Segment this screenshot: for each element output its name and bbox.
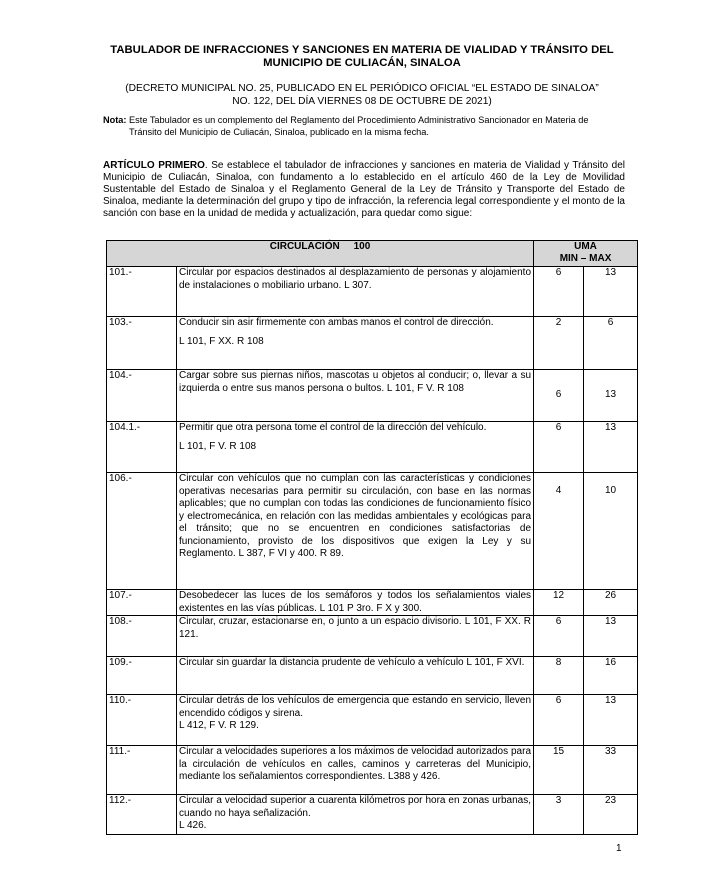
infraction-description-cell [177,795,534,835]
infraction-code: 110.- [107,695,177,746]
uma-max: 13 [584,267,638,317]
legal-reference: L 412, F V. R 129. [179,720,259,731]
infraction-description: Circular por espacios destinados al desplazamiento de personas y alojamiento de instalaciones o mobiliario urbano. L 307. [179,267,532,291]
uma-max: 13 [584,616,638,657]
infraction-description: Permitir que otra persona tome el control de la dirección del vehículo. [179,422,487,433]
uma-min: 3 [534,795,584,835]
uma-min: 6 [534,616,584,657]
legal-reference: L 101, F V. R 108 [179,440,257,452]
infraction-description: Desobedecer las luces de los semáforos y todos los señalamientos viales existentes en las vías públicas. L 101 P 3ro. F X y 300. [179,590,532,614]
title-line-2: MUNICIPIO DE CULIACÁN, SINALOA [263,57,461,69]
subtitle-line-2: NO. 122, DEL DÍA VIERNES 08 DE OCTUBRE DE 2021) [232,96,492,107]
uma-label: UMA [574,241,597,252]
note-line-2: Tránsito del Municipio de Culiacán, Sinaloa, publicado en la misma fecha. [129,127,429,137]
uma-min: 6 [534,422,584,473]
infraction-description-cell [177,422,534,473]
table-row [107,422,638,473]
article-paragraph [103,160,625,220]
infraction-code: 111.- [107,746,177,795]
infraction-description-cell [177,616,534,657]
uma-max: 10 [584,473,638,590]
infraction-code: 112.- [107,795,177,835]
infraction-code: 107.- [107,590,177,616]
table-row [107,657,638,695]
subtitle-line-1: (DECRETO MUNICIPAL NO. 25, PUBLICADO EN EL PERIÓDICO OFICIAL “EL ESTADO DE SINALOA” [125,83,599,94]
uma-min: 6 [534,267,584,317]
note-line-1: Este Tabulador es un complemento del Reglamento del Procedimiento Administrativo Sancionador en Materia de [129,115,589,125]
uma-max: 23 [584,795,638,835]
infraction-description-cell [177,590,534,616]
table-row [107,746,638,795]
uma-max: 13 [584,422,638,473]
section-header: CIRCULACIÓN 100 [107,241,534,267]
uma-header [534,241,638,267]
infraction-description-cell [177,473,534,590]
article-label: ARTÍCULO PRIMERO [103,160,205,171]
uma-max: 13 [584,695,638,746]
infraction-description: Cargar sobre sus piernas niños, mascotas u objetos al conducir; o, llevar a su izquierda o entre sus manos persona o bultos. L 101, F V. R 108 [179,370,532,394]
note-label: Nota: [103,115,127,125]
infraction-code: 108.- [107,616,177,657]
infraction-description-cell [177,657,534,695]
uma-min: 15 [534,746,584,795]
infraction-code: 104.- [107,370,177,422]
legal-reference: L 426. [179,820,207,831]
uma-min: 4 [534,473,584,590]
table-row [107,590,638,616]
min-max-label: MIN – MAX [559,253,612,264]
table-row [107,473,638,590]
infractions-table [106,240,638,835]
infraction-description: Circular a velocidad superior a cuarenta kilómetros por hora en zonas urbanas, cuando no haya señalización. [179,795,532,819]
infraction-description: Circular con vehículos que no cumplan con las características y condiciones operativas necesarias para permitir su circulación, con base en las normas aplicables; que no cumplan con todas las condiciones de funcionamiento físico y electromecánica, en relación con las medidas ambientales y ecológicas para el tránsito; que no se encuentren en condiciones satisfactorias de funcionamiento, provisto de los dispositivos que exigen la Ley y su Reglamento. L 387, F VI y 400. R 89. [179,473,532,559]
infraction-description: Circular, cruzar, estacionarse en, o junto a un espacio divisorio. L 101, F XX. R 121. [179,616,532,640]
infraction-description-cell [177,746,534,795]
table-row [107,267,638,317]
table-row [107,616,638,657]
table-row [107,795,638,835]
uma-max: 16 [584,657,638,695]
uma-max: 26 [584,590,638,616]
uma-min: 2 [534,317,584,370]
table-row [107,317,638,370]
title-line-1: TABULADOR DE INFRACCIONES Y SANCIONES EN MATERIA DE VIALIDAD Y TRÁNSITO DEL [110,44,614,56]
table-header-row [107,241,638,267]
uma-max: 13 [584,370,638,422]
infraction-code: 103.- [107,317,177,370]
uma-max: 33 [584,746,638,795]
article-text: . Se establece el tabulador de infracciones y sanciones en materia de Vialidad y Tránsito del Municipio de Culiacán, Sinaloa, con fundamento a lo establecido en el artículo 460 de la Ley de Movilidad Sustentable del Estado de Sinaloa y el Reglamento General de la Ley de Tránsito y Transporte del Estado de Sinaloa, mediante la determinación del grupo y tipo de infracción, la referencia legal correspondiente y el monto de la sanción con base en la unidad de medida y actualización, para quedar como sigue: [103,160,625,220]
infraction-code: 101.- [107,267,177,317]
infraction-code: 109.- [107,657,177,695]
infraction-code: 104.1.- [107,422,177,473]
uma-min: 8 [534,657,584,695]
table-row [107,695,638,746]
infraction-description-cell [177,317,534,370]
document-title [60,44,664,70]
uma-max: 6 [584,317,638,370]
uma-min: 6 [534,695,584,746]
infraction-description: Circular a velocidades superiores a los máximos de velocidad autorizados para la circulación de vehículos en calles, caminos y carreteras del Municipio, mediante los señalamientos correspondientes. L388 y 426. [179,746,532,782]
table-row [107,370,638,422]
infraction-description: Circular detrás de los vehículos de emergencia que estando en servicio, lleven encendido códigos y sirena. [179,695,532,719]
infraction-description: Conducir sin asir firmemente con ambas manos el control de dirección. [179,317,494,328]
infraction-description-cell [177,370,534,422]
legal-reference: L 101, F XX. R 108 [179,335,264,347]
uma-min: 12 [534,590,584,616]
infraction-description: Circular sin guardar la distancia prudente de vehículo a vehículo L 101, F XVI. [179,657,525,668]
page-number: 1 [616,843,622,854]
uma-min: 6 [534,370,584,422]
note-paragraph [103,114,625,138]
infraction-description-cell [177,267,534,317]
decree-reference [60,82,664,108]
infraction-code: 106.- [107,473,177,590]
infraction-description-cell [177,695,534,746]
